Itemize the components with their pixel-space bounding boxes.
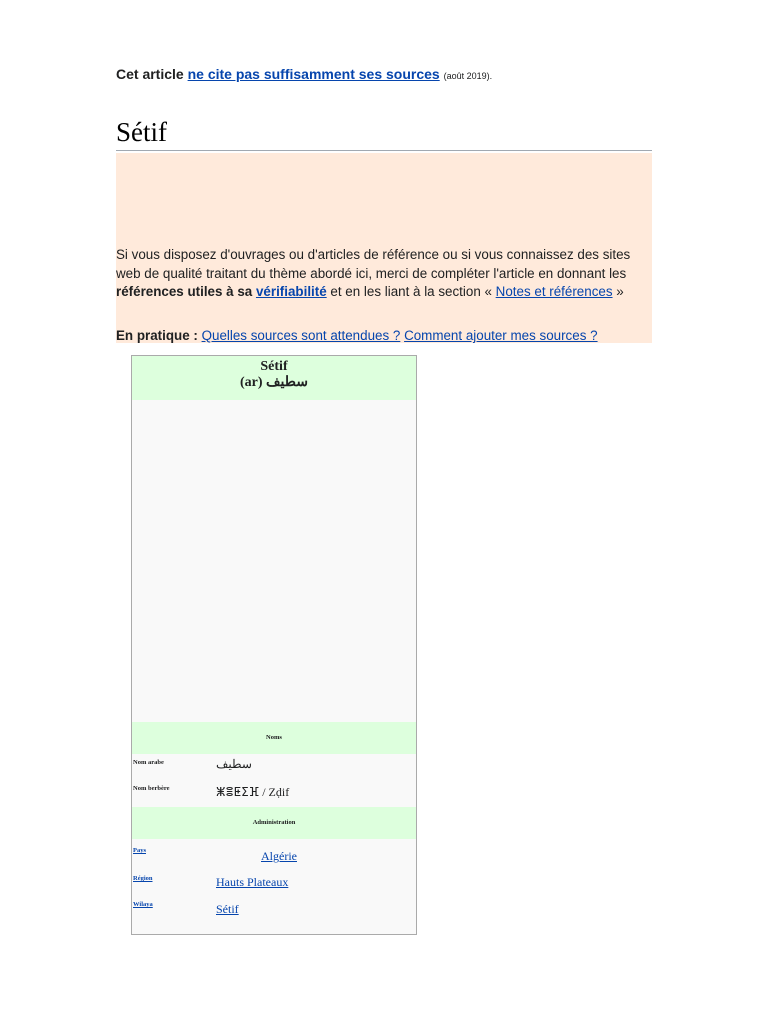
banner-title-prefix: Cet article xyxy=(116,66,184,82)
page-title: Sétif xyxy=(116,114,652,151)
banner-date: (août 2019). xyxy=(443,71,493,81)
banner-body-text-1: Si vous disposez d'ouvrages ou d'articles de référence ou si vous connaissez des sites web de qualité traitant du thème abordé ici, merci de compléter l'article en donnant les xyxy=(116,247,631,281)
pratique-label: En pratique : xyxy=(116,328,198,343)
row-label-nom-berbere: Nom berbère xyxy=(133,785,170,792)
banner-body-text-2: et en les liant à la section « xyxy=(330,284,492,299)
notes-references-link[interactable]: Notes et références xyxy=(495,284,613,299)
add-sources-link[interactable]: Comment ajouter mes sources ? xyxy=(404,328,598,343)
verifiabilite-link[interactable]: vérifiabilité xyxy=(255,284,327,299)
row-label-nom-arabe: Nom arabe xyxy=(133,759,164,766)
row-value-setif-link[interactable]: Sétif xyxy=(216,902,239,916)
section-noms: Noms xyxy=(132,722,416,754)
banner-title xyxy=(116,66,492,82)
row-label-region-link[interactable]: Région xyxy=(133,875,153,882)
section-administration: Administration xyxy=(132,807,416,839)
row-value-algerie-link[interactable]: Algérie xyxy=(261,849,297,863)
banner-pratique xyxy=(116,327,598,345)
row-label-pays-link[interactable]: Pays xyxy=(133,847,146,854)
row-value-nom-arabe: سطيف xyxy=(216,757,252,771)
banner-body-bold: références utiles à sa xyxy=(116,284,253,299)
row-value-nom-berbere: ⵥⴻⵟⵉⴼ / Zḍif xyxy=(216,785,290,799)
banner-body xyxy=(116,246,652,302)
banner-body-text-3: » xyxy=(616,284,624,299)
banner-sources-link[interactable]: ne cite pas suffisamment ses sources xyxy=(187,66,440,82)
expected-sources-link[interactable]: Quelles sources sont attendues ? xyxy=(201,328,401,343)
infobox xyxy=(131,355,417,935)
row-label-wilaya-link[interactable]: Wilaya xyxy=(133,901,153,908)
infobox-name: Sétif xyxy=(260,359,288,374)
infobox-image-area xyxy=(132,400,416,722)
infobox-header xyxy=(132,356,416,400)
infobox-name-arabic: (ar) سطيف xyxy=(240,375,308,390)
row-value-hauts-plateaux-link[interactable]: Hauts Plateaux xyxy=(216,875,289,889)
